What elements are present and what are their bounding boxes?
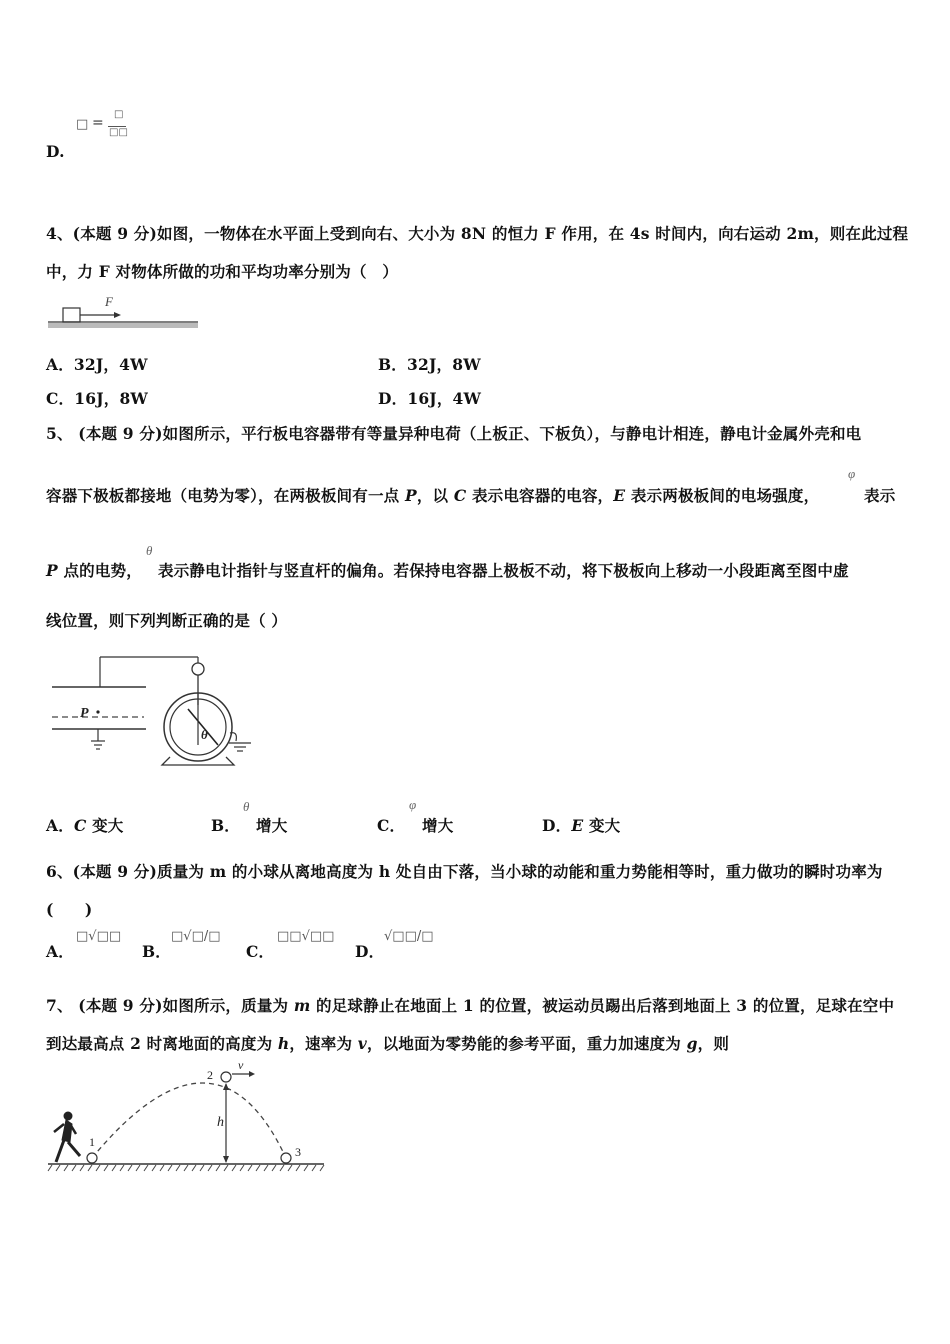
q5-opt-d-var: E <box>571 816 584 835</box>
q7-l2-b: ，速率为 <box>289 1034 358 1053</box>
q5-opt-a-var: C <box>73 816 87 835</box>
q7-ball-3 <box>281 1153 291 1163</box>
q5-phi-symbol: φ <box>848 466 856 481</box>
q3-formula <box>74 109 134 143</box>
q5-option-b-symbol: θ <box>243 799 250 814</box>
q5-opt-d-text: 变大 <box>583 816 621 835</box>
q5-theta-label: θ <box>201 727 208 742</box>
q5-p-dot <box>96 710 99 713</box>
q4-figure <box>46 292 201 334</box>
q4-option-c: C．16J，8W <box>46 389 149 408</box>
q7-figure <box>46 1058 331 1177</box>
q5-option-b-text: 增大 <box>256 816 288 835</box>
q7-l2-a: 到达最高点 2 时离地面的高度为 <box>46 1034 278 1053</box>
q7-label-3: 3 <box>295 1145 301 1159</box>
q7-text-line1 <box>46 994 894 1016</box>
q7-trajectory <box>92 1083 286 1158</box>
q5-knob <box>192 663 204 675</box>
q5-option-a <box>46 814 123 836</box>
q6-option-a-label: A． <box>46 942 74 961</box>
q7-l1-b: 的足球静止在地面上 1 的位置，被运动员踢出后落到地面上 3 的位置，足球在空中 <box>310 996 895 1015</box>
q5-option-c-text: 增大 <box>422 816 454 835</box>
q4-option-b: B．32J，8W <box>378 355 481 374</box>
q7-l1-m: m <box>293 996 311 1015</box>
q4-text-line2: 中，力 F 对物体所做的功和平均功率分别为（ ） <box>46 262 399 281</box>
q3-formula-eq: = <box>92 115 104 131</box>
q4-block <box>63 308 80 322</box>
q5-l3-p: P <box>46 561 58 580</box>
q6-option-b-label: B． <box>142 942 172 961</box>
q5-l2-c: C <box>453 486 467 505</box>
q5-text-line3 <box>46 559 142 581</box>
q7-height-arrowhead-bottom <box>223 1156 229 1163</box>
q7-label-2: 2 <box>207 1068 213 1082</box>
q7-l2-h: h <box>277 1034 290 1053</box>
q7-ball-2 <box>221 1072 231 1082</box>
q6-option-d-label: D． <box>355 942 385 961</box>
q4-option-a: A．32J，4W <box>46 355 148 374</box>
q5-l2-p: P <box>404 486 417 505</box>
q5-opt-d-label: D． <box>542 816 572 835</box>
q7-label-h: h <box>217 1115 224 1130</box>
q3-formula-num: □ <box>114 109 124 120</box>
q7-l2-c: ，以地面为零势能的参考平面，重力加速度为 <box>366 1034 687 1053</box>
q5-l2-d: 表示电容器的电容， <box>466 486 614 505</box>
q7-label-1: 1 <box>89 1135 95 1149</box>
q5-opt-a-label: A． <box>46 816 74 835</box>
q5-option-c-symbol: φ <box>409 797 417 812</box>
q7-height-arrowhead-top <box>223 1083 229 1090</box>
q4-ground-hatch <box>48 323 198 328</box>
q5-l2-e: E <box>613 486 626 505</box>
q5-theta-symbol: θ <box>146 543 153 558</box>
q5-l3-a: 点的电势， <box>57 561 142 580</box>
q5-l2-b: ，以 <box>416 486 454 505</box>
q7-l1-a: 7、 (本题 9 分)如图所示，质量为 <box>46 996 294 1015</box>
q7-label-v: v <box>238 1058 244 1072</box>
q6-text-line2: ( ) <box>46 900 93 919</box>
q7-text-line2 <box>46 1032 729 1054</box>
q5-l2-g: 表示 <box>864 486 896 505</box>
q7-kicker <box>54 1112 80 1162</box>
q6-option-b-formula: □√□/□ <box>171 929 221 944</box>
q6-option-a-formula: □√□□ <box>76 929 122 944</box>
q5-l2-f: 表示两极板间的电场强度， <box>625 486 820 505</box>
q5-option-b-label: B． <box>211 816 241 835</box>
q5-l2-a: 容器下极板都接地（电势为零），在两极板间有一点 <box>46 486 405 505</box>
q7-velocity-arrowhead <box>249 1071 255 1077</box>
q5-text-line2 <box>46 484 819 506</box>
q7-l2-d: ，则 <box>697 1034 730 1053</box>
q6-text-line1: 6、(本题 9 分)质量为 m 的小球从离地高度为 h 处自由下落，当小球的动能和重力势能相等时，重力做功的瞬时功率为 <box>46 862 883 881</box>
q5-l3-b: 表示静电计指针与竖直杆的偏角。若保持电容器上极板不动，将下极板向上移动一小段距离至图中虚 <box>158 561 849 580</box>
q5-option-c-label: C． <box>377 816 406 835</box>
q5-text-line4: 线位置，则下列判断正确的是（ ） <box>46 611 288 630</box>
q6-option-d-formula: √□□/□ <box>384 929 434 944</box>
q3-formula-lhs: □ <box>76 117 89 132</box>
q6-option-c-formula: □□√□□ <box>277 929 335 944</box>
q7-ball-1 <box>87 1153 97 1163</box>
q5-p-label: P <box>80 706 89 721</box>
q7-ground-hatch <box>48 1165 324 1171</box>
q5-opt-a-text: 变大 <box>86 816 124 835</box>
q5-option-d <box>542 814 620 836</box>
q5-text-line1: 5、 (本题 9 分)如图所示，平行板电容器带有等量异种电荷（上板正、下板负），与静电计相连，静电计金属外壳和电 <box>46 424 862 443</box>
q4-text-line1: 4、(本题 9 分)如图，一物体在水平面上受到向右、大小为 8N 的恒力 F 作用，在 4s 时间内，向右运动 2m，则在此过程 <box>46 224 909 243</box>
q4-option-d: D．16J，4W <box>378 389 482 408</box>
q7-l2-v: v <box>357 1034 367 1053</box>
q6-option-c-label: C． <box>246 942 275 961</box>
q3-option-d-label: D. <box>46 142 65 161</box>
q5-figure <box>46 645 266 775</box>
q7-l2-g: g <box>686 1034 698 1053</box>
q4-force-label: F <box>105 294 113 309</box>
q3-formula-den: □□ <box>109 127 128 138</box>
q4-arrowhead <box>114 312 121 318</box>
